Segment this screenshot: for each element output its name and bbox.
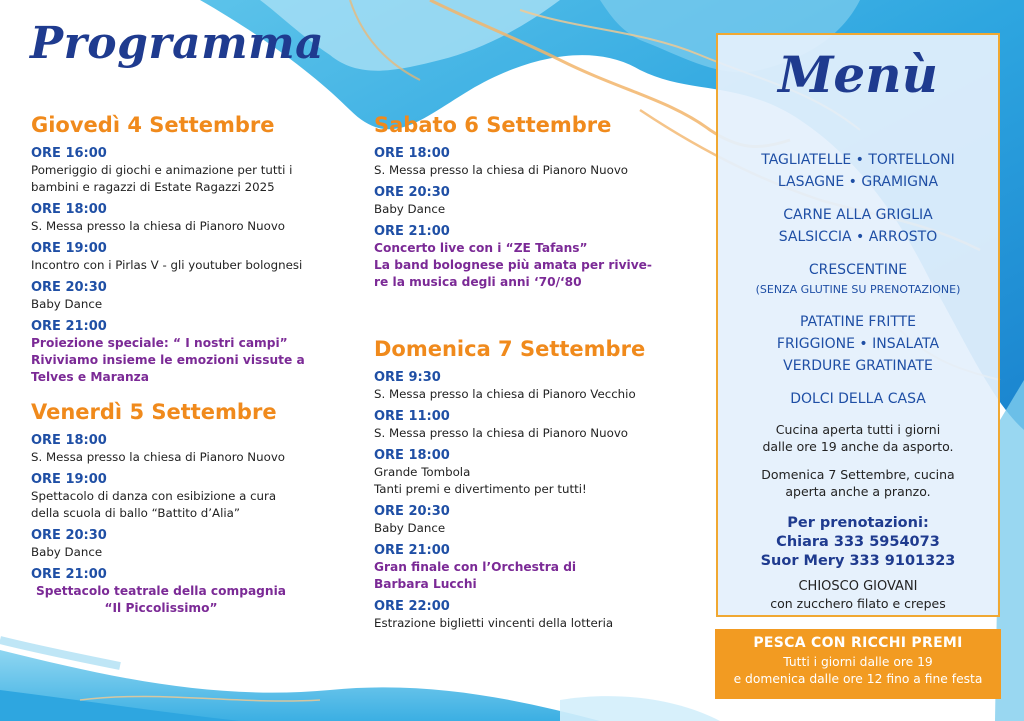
day-block-saturday (374, 113, 704, 291)
event-time: ORE 19:00 (31, 241, 107, 256)
event-description: S. Messa presso la chiesa di Pianoro Nuovo (31, 450, 286, 464)
event-item (31, 432, 361, 466)
event-time: ORE 9:30 (374, 370, 441, 385)
event-item (374, 369, 704, 403)
event-item (31, 201, 361, 235)
event-time: ORE 20:30 (374, 185, 450, 200)
event-description: S. Messa presso la chiesa di Pianoro Nuovo (31, 219, 286, 233)
menu-item: FRIGGIONE • INSALATA (776, 336, 940, 352)
event-description: Grande Tombola Tanti premi e divertimento per tutti! (374, 465, 587, 496)
menu-item: VERDURE GRATINATE (783, 358, 933, 374)
menu-item: SALSICCIA • ARROSTO (778, 229, 938, 245)
event-item (31, 240, 361, 274)
day-heading: Venerdì 5 Settembre (31, 400, 277, 424)
event-time: ORE 21:00 (31, 319, 107, 334)
raffle-text: Tutti i giorni dalle ore 19 e domenica dalle ore 12 fino a fine festa (733, 655, 983, 686)
menu-item-note: (SENZA GLUTINE SU PRENOTAZIONE) (755, 283, 961, 296)
event-time: ORE 21:00 (374, 224, 450, 239)
column-left (31, 113, 361, 622)
kiosk-text: con zucchero filato e crepes (770, 596, 946, 611)
event-item (374, 598, 704, 632)
booking-contacts: Per prenotazioni: Chiara 333 5954073 Suor Mery 333 9101323 (760, 515, 956, 569)
event-item (374, 503, 704, 537)
event-item (31, 471, 361, 522)
menu-item: CRESCENTINE (808, 262, 908, 278)
menu-group (718, 204, 998, 248)
event-description: Estrazione biglietti vincenti della lotteria (374, 616, 614, 630)
event-description-highlight: Gran finale con l’Orchestra di Barbara Lucchi (374, 560, 577, 591)
event-description-highlight: Spettacolo teatrale della compagnia “Il Piccolissimo” (36, 584, 286, 615)
event-time: ORE 18:00 (374, 448, 450, 463)
event-time: ORE 22:00 (374, 599, 450, 614)
event-time: ORE 21:00 (374, 543, 450, 558)
event-description-highlight: Proiezione speciale: “ I nostri campi” Riviviamo insieme le emozioni vissute a Telves e Maranza (31, 336, 305, 384)
event-description: Pomeriggio di giochi e animazione per tutti i bambini e ragazzi di Estate Ragazzi 2025 (31, 163, 293, 194)
day-heading: Sabato 6 Settembre (374, 113, 612, 137)
kiosk-title: CHIOSCO GIOVANI (798, 579, 918, 594)
menu-group (718, 259, 998, 299)
menu-box (716, 33, 1000, 617)
event-item (374, 145, 704, 179)
event-description: S. Messa presso la chiesa di Pianoro Nuovo (374, 426, 629, 440)
menu-item: DOLCI DELLA CASA (790, 391, 926, 407)
column-middle (374, 113, 704, 637)
event-item (31, 145, 361, 196)
sunday-lunch-info: Domenica 7 Settembre, cucina aperta anche a pranzo. (761, 467, 955, 499)
menu-item: TAGLIATELLE • TORTELLONI (761, 152, 955, 168)
event-item (31, 566, 361, 617)
event-item (31, 279, 361, 313)
event-time: ORE 20:30 (374, 504, 450, 519)
event-time: ORE 11:00 (374, 409, 450, 424)
event-item (374, 408, 704, 442)
event-time: ORE 16:00 (31, 146, 107, 161)
event-time: ORE 18:00 (374, 146, 450, 161)
event-item (374, 542, 704, 593)
event-description: Baby Dance (31, 297, 103, 311)
event-description: Spettacolo di danza con esibizione a cura della scuola di ballo “Battito d’Alia” (31, 489, 277, 520)
day-block-friday (31, 400, 361, 617)
menu-group (718, 311, 998, 377)
event-item (31, 527, 361, 561)
raffle-title: PESCA CON RICCHI PREMI (753, 635, 963, 651)
event-time: ORE 18:00 (31, 433, 107, 448)
day-heading: Giovedì 4 Settembre (31, 113, 275, 137)
day-heading: Domenica 7 Settembre (374, 337, 646, 361)
event-item (374, 223, 704, 291)
day-block-thursday (31, 113, 361, 386)
event-item (374, 447, 704, 498)
event-description: Baby Dance (374, 521, 446, 535)
event-description: Incontro con i Pirlas V - gli youtuber bolognesi (31, 258, 303, 272)
menu-group (718, 149, 998, 193)
event-description: S. Messa presso la chiesa di Pianoro Nuovo (374, 163, 629, 177)
event-description: S. Messa presso la chiesa di Pianoro Vecchio (374, 387, 636, 401)
menu-group (718, 388, 998, 410)
event-time: ORE 20:30 (31, 528, 107, 543)
raffle-banner (715, 629, 1001, 699)
kitchen-hours: Cucina aperta tutti i giorni dalle ore 19 anche da asporto. (762, 422, 954, 454)
menu-item: CARNE ALLA GRIGLIA (783, 207, 933, 223)
menu-title: Menù (778, 45, 938, 104)
day-block-sunday (374, 337, 704, 632)
event-time: ORE 19:00 (31, 472, 107, 487)
menu-item: PATATINE FRITTE (799, 314, 917, 330)
event-time: ORE 20:30 (31, 280, 107, 295)
event-time: ORE 21:00 (31, 567, 107, 582)
event-description: Baby Dance (374, 202, 446, 216)
event-description-highlight: Concerto live con i “ZE Tafans” La band bolognese più amata per rivive- re la musica degli anni ‘70/‘80 (374, 241, 652, 289)
program-title: Programma (30, 18, 325, 69)
event-item (31, 318, 361, 386)
event-time: ORE 18:00 (31, 202, 107, 217)
event-item (374, 184, 704, 218)
menu-item: LASAGNE • GRAMIGNA (777, 174, 939, 190)
event-description: Baby Dance (31, 545, 103, 559)
